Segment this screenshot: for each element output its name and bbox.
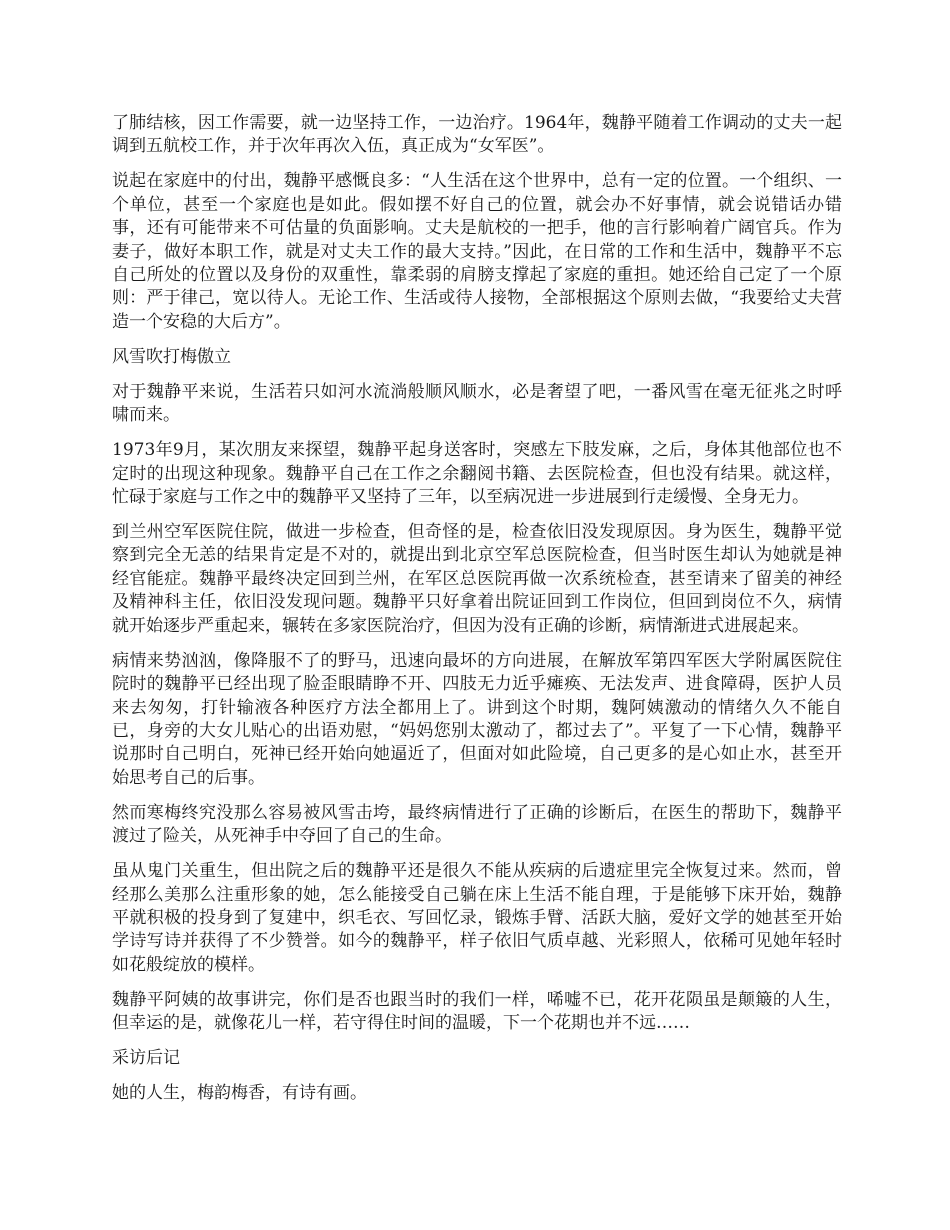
paragraph-7: 然而寒梅终究没那么容易被风雪击垮，最终病情进行了正确的诊断后，在医生的帮助下，魏静平渡过了险关，从死神手中夺回了自己的生命。 xyxy=(112,802,842,847)
paragraph-5: 到兰州空军医院住院，做进一步检查，但奇怪的是，检查依旧没发现原因。身为医生，魏静平觉察到完全无恙的结果肯定是不对的，就提出到北京空军总医院检查，但当时医生却认为她就是神经官能症。魏静平最终决定回到兰州，在军区总医院再做一次系统检查，甚至请来了留美的神经及精神科主任，依旧没发现问题。魏静平只好拿着出院证回到工作岗位，但回到岗位不久，病情就开始逐步严重起来，辗转在多家医院治疗，但因为没有正确的诊断，病情渐进式进展起来。 xyxy=(112,522,842,636)
paragraph-6: 病情来势汹汹，像降服不了的野马，迅速向最坏的方向进展，在解放军第四军医大学附属医院住院时的魏静平已经出现了脸歪眼睛睁不开、四肢无力近乎瘫痪、无法发声、进食障碍，医护人员来去匆匆，打针输液各种医疗方法全都用上了。讲到这个时期，魏阿姨激动的情绪久久不能自已，身旁的大女儿贴心的出语劝慰，“妈妈您别太激动了，都过去了”。平复了一下心情，魏静平说那时自己明白，死神已经开始向她逼近了，但面对如此险境，自己更多的是心如止水，甚至开始思考自己的后事。 xyxy=(112,650,842,788)
paragraph-8: 虽从鬼门关重生，但出院之后的魏静平还是很久不能从疾病的后遗症里完全恢复过来。然而，曾经那么美那么注重形象的她，怎么能接受自己躺在床上生活不能自理，于是能够下床开始，魏静平就积极的投身到了复建中，织毛衣、写回忆录，锻炼手臂、活跃大脑，爱好文学的她甚至开始学诗写诗并获得了不少赞誉。如今的魏静平，样子依旧气质卓越、光彩照人，依稀可见她年轻时如花般绽放的模样。 xyxy=(112,861,842,975)
paragraph-1: 了肺结核，因工作需要，就一边坚持工作，一边治疗。1964年，魏静平随着工作调动的丈夫一起调到五航校工作，并于次年再次入伍，真正成为“女军医”。 xyxy=(112,113,842,157)
document-body xyxy=(112,112,842,1117)
paragraph-4: 1973年9月，某次朋友来探望，魏静平起身送客时，突感左下肢发麻，之后，身体其他部位也不定时的出现这种现象。魏静平自己在工作之余翻阅书籍、去医院检查，但也没有结果。就这样，忙碌于家庭与工作之中的魏静平又坚持了三年，以至病况进一步进展到行走缓慢、全身无力。 xyxy=(112,440,842,508)
section-heading-2: 采访后记 xyxy=(112,1048,180,1069)
paragraph-9: 魏静平阿姨的故事讲完，你们是否也跟当时的我们一样，唏嘘不已，花开花陨虽是颠簸的人生，但幸运的是，就像花儿一样，若守得住时间的温暖，下一个花期也并不远…… xyxy=(112,989,842,1034)
paragraph-10: 她的人生，梅韵梅香，有诗有画。 xyxy=(112,1083,367,1104)
paragraph-3: 对于魏静平来说，生活若只如河水流淌般顺风顺水，必是奢望了吧，一番风雪在毫无征兆之时呼啸而来。 xyxy=(112,381,842,426)
section-heading-1: 风雪吹打梅傲立 xyxy=(112,346,231,367)
paragraph-2: 说起在家庭中的付出，魏静平感慨良多：“人生活在这个世界中，总有一定的位置。一个组织、一个单位，甚至一个家庭也是如此。假如摆不好自己的位置，就会办不好事情，就会说错话办错事，还有可能带来不可估量的负面影响。丈夫是航校的一把手，他的言行影响着广阔官兵。作为妻子，做好本职工作，就是对丈夫工作的最大支持。”因此，在日常的工作和生活中，魏静平不忘自己所处的位置以及身份的双重性，靠柔弱的肩膀支撑起了家庭的重担。她还给自己定了一个原则：严于律己，宽以待人。无论工作、生活或待人接物，全部根据这个原则去做，“我要给丈夫营造一个安稳的大后方”。 xyxy=(112,171,842,332)
